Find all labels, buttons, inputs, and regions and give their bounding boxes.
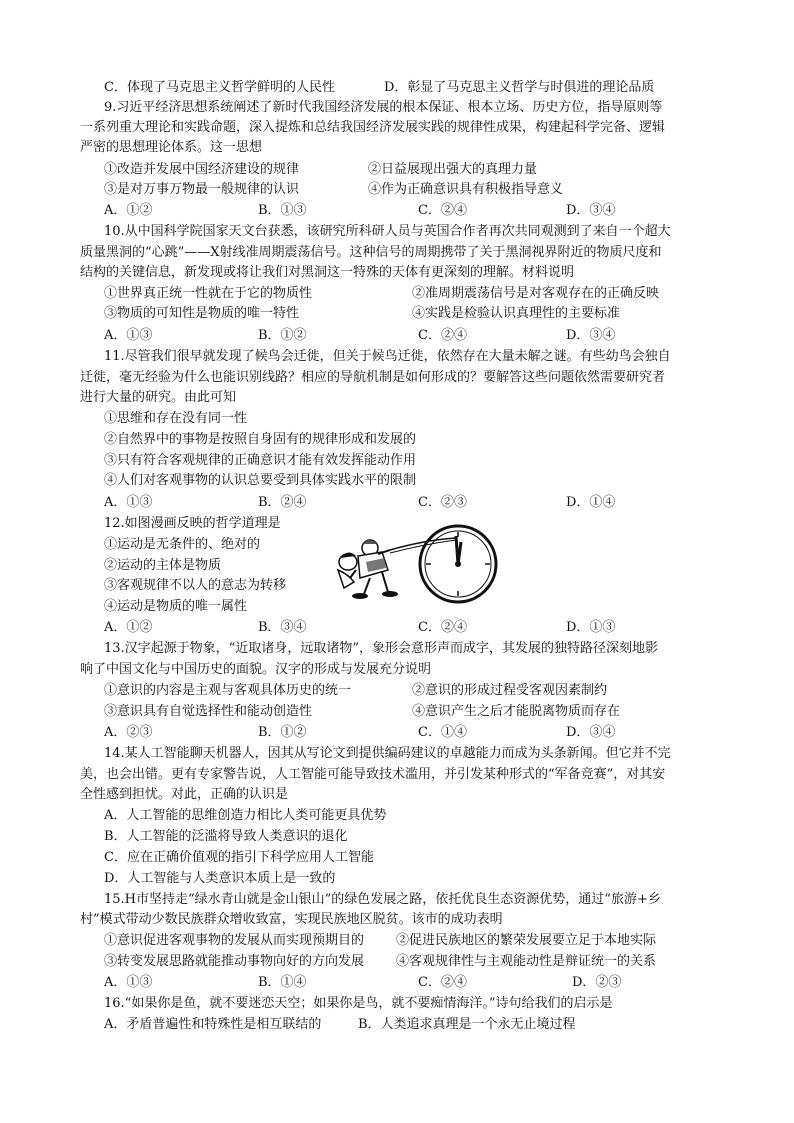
q12-option-b: B．③④ bbox=[258, 620, 307, 635]
q9-stem-line-2: 一系列重大理论和实践命题，深入提炼和总结我国经济发展实践的规律性成果，构建起科学完备、逻辑 bbox=[80, 120, 666, 135]
q14-stem-line-1: 14.某人工智能聊天机器人，因其从写论文到提供编码建议的卓越能力而成为头条新闻。但它并不完 bbox=[104, 746, 671, 761]
q10-option-c: C．②④ bbox=[418, 328, 467, 343]
q10-stem-line-2: 质量黑洞的“心跳”——X射线准周期震荡信号。这种信号的周期携带了关于黑洞视界附近的物质尺度和 bbox=[80, 245, 662, 260]
q13-statement-1: ①意识的内容是主观与客观具体历史的统一 bbox=[104, 683, 352, 698]
q15-option-c: C．②④ bbox=[418, 975, 467, 990]
q14-option-b: B．人工智能的泛滥将导致人类意识的退化 bbox=[104, 829, 348, 844]
q13-stem-line-2: 响了中国文化与中国历史的面貌。汉字的形成与发展充分说明 bbox=[80, 662, 432, 677]
q10-statement-2: ②准周期震荡信号是对客观存在的正确反映 bbox=[412, 286, 660, 301]
q9-option-a: A．①② bbox=[104, 203, 153, 218]
q15-stem-line-2: 村”模式带动少数民族群众增收致富，实现民族地区脱贫。该市的成功表明 bbox=[80, 912, 503, 927]
q11-statement-3: ③只有符合客观规律的正确意识才能有效发挥能动作用 bbox=[104, 453, 417, 468]
q12-statement-4: ④运动是物质的唯一属性 bbox=[104, 599, 248, 614]
q12-option-c: C．②④ bbox=[418, 620, 467, 635]
q9-stem-line-1: 9.习近平经济思想系统阐述了新时代我国经济发展的根本保证、根本立场、历史方位，指导原则等 bbox=[104, 100, 663, 115]
q13-statement-2: ②意识的形成过程受客观因素制约 bbox=[412, 683, 608, 698]
q11-stem-line-2: 迁徙，毫无经验为什么也能识别线路？相应的导航机制是如何形成的？要解答这些问题依然需要研究者 bbox=[80, 370, 666, 385]
q10-option-b: B．①② bbox=[258, 328, 307, 343]
q16-stem: 16.“如果你是鱼，就不要迷恋天空；如果你是鸟，就不要痴情海洋。”诗句给我们的启示是 bbox=[104, 996, 613, 1011]
q11-stem-line-3: 进行大量的研究。由此可知 bbox=[80, 390, 237, 405]
q15-statement-1: ①意识促进客观事物的发展从而实现预期目的 bbox=[104, 933, 365, 948]
q15-option-a: A．①③ bbox=[104, 975, 153, 990]
q9-statement-1: ①改造并发展中国经济建设的规律 bbox=[104, 162, 300, 177]
q10-stem-line-3: 结构的关键信息，新发现或将让我们对黑洞这一特殊的天体有更深刻的理解。材料说明 bbox=[80, 265, 575, 280]
q14-stem-line-2: 美，也会出错。更有专家警告说，人工智能可能导致技术滥用，并引发某种形式的“军备竞赛”，对其安 bbox=[80, 767, 666, 782]
q15-stem-line-1: 15.H市坚持走“绿水青山就是金山银山”的绿色发展之路，依托优良生态资源优势，通过“旅游+乡 bbox=[104, 892, 661, 907]
q11-option-d: D．①④ bbox=[566, 495, 616, 510]
q13-option-b: B．①② bbox=[258, 725, 307, 740]
q15-statement-2: ②促进民族地区的繁荣发展要立足于本地实际 bbox=[396, 933, 657, 948]
q12-option-d: D．①③ bbox=[566, 620, 616, 635]
q9-statement-4: ④作为正确意识具有积极指导意义 bbox=[368, 182, 564, 197]
q16-option-a: A．矛盾普遍性和特殊性是相互联结的 bbox=[104, 1017, 322, 1032]
q11-stem-line-1: 11.尽管我们很早就发现了候鸟会迁徙，但关于候鸟迁徙，依然存在大量未解之谜。有些幼鸟会独自 bbox=[104, 349, 671, 364]
q13-option-d: D．③④ bbox=[566, 725, 616, 740]
q11-option-c: C．②③ bbox=[418, 495, 467, 510]
q11-statement-4: ④人们对客观事物的认识总要受到具体实践水平的限制 bbox=[104, 473, 417, 488]
q9-statement-2: ②日益展现出强大的真理力量 bbox=[368, 162, 538, 177]
q13-statement-3: ③意识具有自觉选择性和能动创造性 bbox=[104, 704, 313, 719]
q10-statement-4: ④实践是检验认识真理性的主要标准 bbox=[412, 306, 621, 321]
q9-statement-3: ③是对万事万物最一般规律的认识 bbox=[104, 182, 300, 197]
q16-option-b: B．人类追求真理是一个永无止境过程 bbox=[358, 1017, 576, 1032]
q11-statement-1: ①思维和存在没有同一性 bbox=[104, 411, 248, 426]
q10-statement-1: ①世界真正统一性就在于它的物质性 bbox=[104, 286, 313, 301]
q12-stem: 12.如图漫画反映的哲学道理是 bbox=[104, 516, 281, 531]
q9-option-c: C．②④ bbox=[418, 203, 467, 218]
q15-option-b: B．①④ bbox=[258, 975, 307, 990]
q10-option-a: A．①③ bbox=[104, 328, 153, 343]
prev-option-c: C．体现了马克思主义哲学鲜明的人民性 bbox=[104, 80, 335, 95]
q13-stem-line-1: 13.汉字起源于物象，“近取诸身，远取诸物”，象形会意形声而成字，其发展的独特路径深刻地影 bbox=[104, 641, 658, 656]
q15-statement-3: ③转变发展思路就能推动事物向好的方向发展 bbox=[104, 954, 365, 969]
q15-option-d: D．②③ bbox=[572, 975, 622, 990]
q9-stem-line-3: 严密的思想理论体系。这一思想 bbox=[80, 140, 263, 155]
q11-option-a: A．①③ bbox=[104, 495, 153, 510]
q10-stem-line-1: 10.从中国科学院国家天文台获悉，该研究所科研人员与英国合作者再次共同观测到了来自一个超大 bbox=[104, 224, 671, 239]
cartoon-person-pulling-clock-hands bbox=[330, 522, 502, 604]
q15-statement-4: ④客观规律性与主观能动性是辩证统一的关系 bbox=[396, 954, 657, 969]
q14-stem-line-3: 全性感到担忧。对此，正确的认识是 bbox=[80, 787, 289, 802]
prev-option-d: D．彰显了马克思主义哲学与时俱进的理论品质 bbox=[384, 80, 655, 95]
q9-option-b: B．①③ bbox=[258, 203, 307, 218]
q14-option-c: C．应在正确价值观的指引下科学应用人工智能 bbox=[104, 850, 374, 865]
q13-option-a: A．②③ bbox=[104, 725, 153, 740]
q11-statement-2: ②自然界中的事物是按照自身固有的规律形成和发展的 bbox=[104, 432, 417, 447]
q12-option-a: A．①② bbox=[104, 620, 153, 635]
q14-option-a: A．人工智能的思维创造力相比人类可能更具优势 bbox=[104, 808, 387, 823]
q10-statement-3: ③物质的可知性是物质的唯一特性 bbox=[104, 306, 300, 321]
q11-option-b: B．②④ bbox=[258, 495, 307, 510]
q9-option-d: D．③④ bbox=[566, 203, 616, 218]
q12-statement-2: ②运动的主体是物质 bbox=[104, 558, 222, 573]
q14-option-d: D．人工智能与人类意识本质上是一致的 bbox=[104, 871, 336, 886]
q13-statement-4: ④意识产生之后才能脱离物质而存在 bbox=[412, 704, 621, 719]
q12-statement-3: ③客观规律不以人的意志为转移 bbox=[104, 578, 287, 593]
q10-option-d: D．③④ bbox=[566, 328, 616, 343]
q13-option-c: C．①④ bbox=[418, 725, 467, 740]
q12-statement-1: ①运动是无条件的、绝对的 bbox=[104, 537, 261, 552]
